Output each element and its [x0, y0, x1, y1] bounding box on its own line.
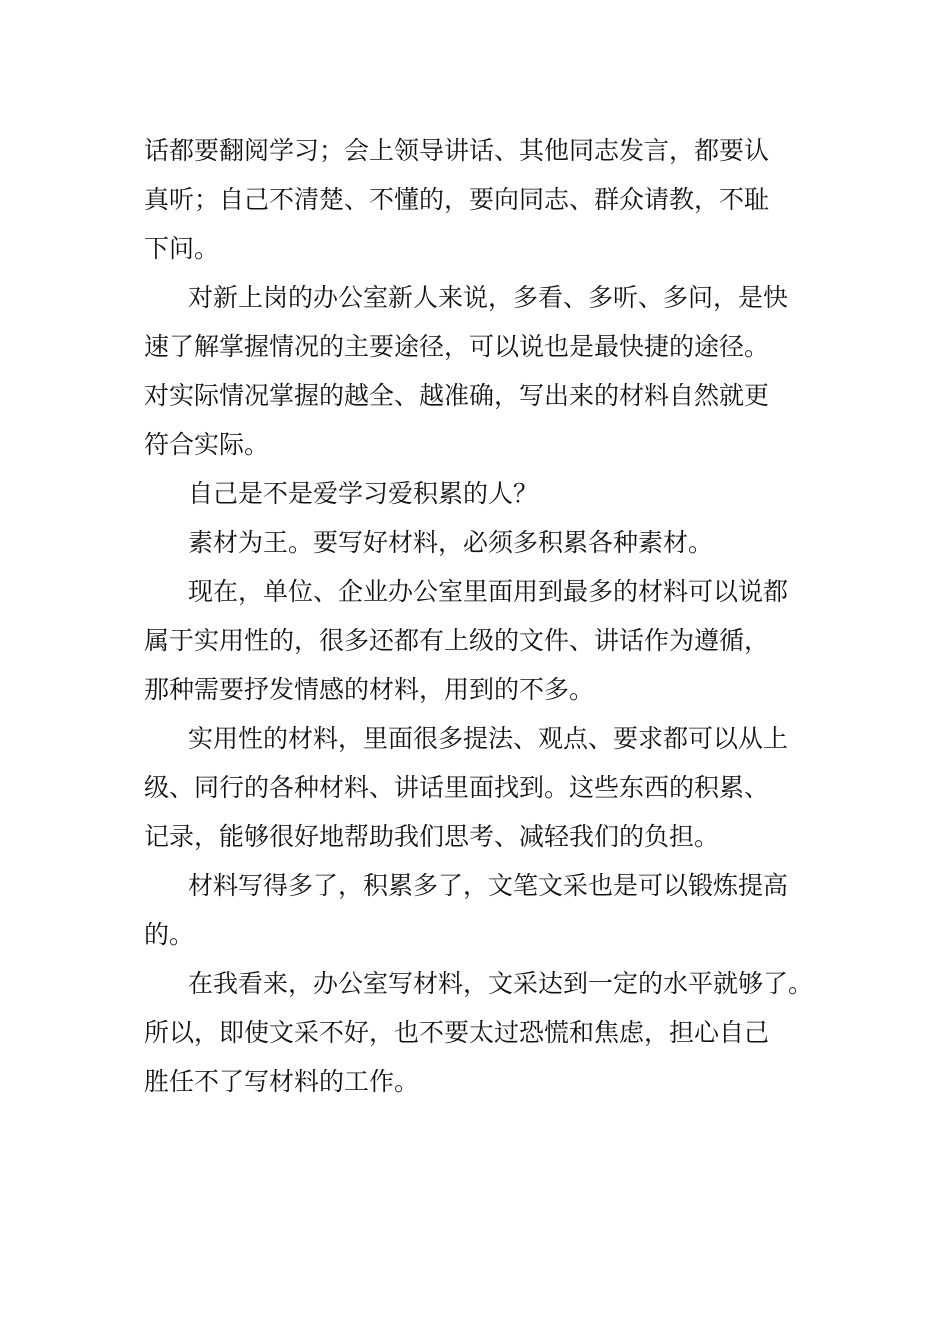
text-line: 记录，能够很好地帮助我们思考、减轻我们的负担。 [144, 822, 720, 851]
text-line: 真听；自己不清楚、不懂的，要向同志、群众请教，不耻 [144, 185, 770, 214]
paragraph-first-line: 在我看来，办公室写材料，文采达到一定的水平就够了。 [188, 969, 814, 998]
text-line: 所以，即使文采不好，也不要太过恐慌和焦虑，担心自己 [144, 1018, 770, 1047]
paragraph-first-line: 自己是不是爱学习爱积累的人？ [188, 479, 539, 508]
text-line: 速了解掌握情况的主要途径，可以说也是最快捷的途径。 [144, 332, 770, 361]
text-line: 下问。 [144, 234, 220, 263]
text-line: 话都要翻阅学习；会上领导讲话、其他同志发言，都要认 [144, 136, 770, 165]
text-line: 那种需要抒发情感的材料，用到的不多。 [144, 675, 595, 704]
paragraph-first-line: 对新上岗的办公室新人来说，多看、多听、多问，是快 [188, 283, 789, 312]
text-line: 对实际情况掌握的越全、越准确，写出来的材料自然就更 [144, 381, 770, 410]
text-line: 符合实际。 [144, 430, 270, 459]
text-line: 的。 [144, 920, 195, 949]
text-line: 级、同行的各种材料、讲话里面找到。这些东西的积累、 [144, 773, 770, 802]
text-line: 胜任不了写材料的工作。 [144, 1067, 420, 1096]
paragraph-first-line: 素材为王。要写好材料，必须多积累各种素材。 [188, 528, 714, 557]
paragraph-first-line: 实用性的材料，里面很多提法、观点、要求都可以从上 [188, 724, 789, 753]
document-body [144, 126, 814, 1106]
text-line: 属于实用性的，很多还都有上级的文件、讲话作为遵循， [144, 626, 770, 655]
paragraph-first-line: 材料写得多了，积累多了，文笔文采也是可以锻炼提高 [188, 871, 789, 900]
paragraph-first-line: 现在，单位、企业办公室里面用到最多的材料可以说都 [188, 577, 789, 606]
